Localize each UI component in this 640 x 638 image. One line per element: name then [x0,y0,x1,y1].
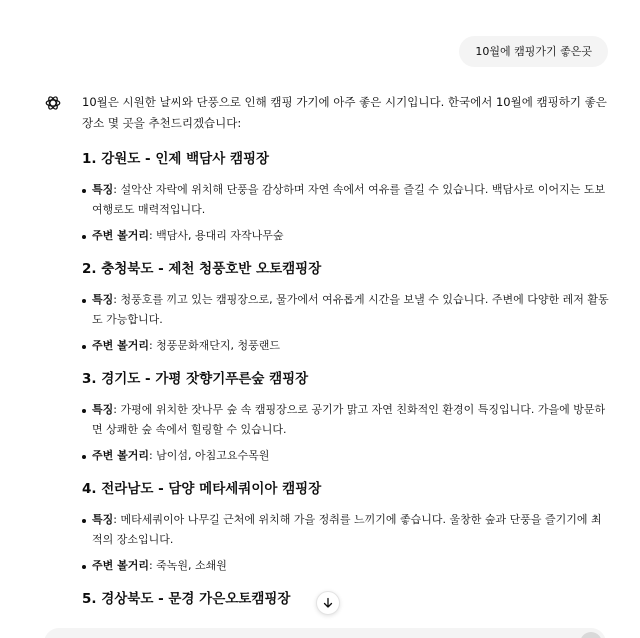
feature-label: 특징 [92,513,114,526]
recommendation-3 [82,370,612,466]
nearby-item [82,556,612,576]
user-message-bubble: 10월에 캠핑가기 좋은곳 [459,36,608,67]
feature-text: : 설악산 자락에 위치해 단풍을 감상하며 자연 속에서 여유를 즐길 수 있습니다. 백담사로 이어지는 도보 여행로도 매력적입니다. [92,183,606,216]
nearby-label: 주변 볼거리 [92,559,149,572]
nearby-item [82,226,612,246]
feature-label: 특징 [92,183,114,196]
bullet-list [82,180,612,246]
bullet-list [82,290,612,356]
bullet-list [82,510,612,576]
nearby-label: 주변 볼거리 [92,339,149,352]
nearby-label: 주변 볼거리 [92,229,149,242]
feature-item [82,510,612,550]
assistant-intro: 10월은 시원한 날씨와 단풍으로 인해 캠핑 가기에 아주 좋은 시기입니다. 한국에서 10월에 캠핑하기 좋은 장소 몇 곳을 추천드리겠습니다: [82,95,607,130]
nearby-text: : 백담사, 용대리 자작나무숲 [148,229,284,242]
section-title: 2. 충청북도 - 제천 청풍호반 오토캠핑장 [82,261,322,277]
feature-item [82,400,612,440]
message-composer[interactable] [44,628,606,638]
nearby-item [82,336,612,356]
nearby-item [82,446,612,466]
send-button[interactable] [580,632,602,638]
recommendation-2 [82,260,612,356]
nearby-text: : 남이섬, 아침고요수목원 [148,449,270,462]
feature-label: 특징 [92,403,114,416]
feature-text: : 가평에 위치한 잣나무 숲 속 캠핑장으로 공기가 맑고 자연 친화적인 환경이 특징입니다. 가을에 방문하면 상쾌한 숲 속에서 힐링할 수 있습니다. [92,403,606,436]
assistant-message [82,92,612,620]
recommendation-5 [82,590,612,608]
scroll-to-bottom-button[interactable] [316,591,340,615]
nearby-label: 주변 볼거리 [92,449,149,462]
recommendation-4 [82,480,612,576]
feature-text: : 메타세쿼이아 나무길 근처에 위치해 가을 정취를 느끼기에 좋습니다. 울창한 숲과 단풍을 즐기기에 최적의 장소입니다. [92,513,602,546]
section-title: 3. 경기도 - 가평 잣향기푸른숲 캠핑장 [82,371,309,387]
feature-label: 특징 [92,293,114,306]
feature-item [82,290,612,330]
section-title: 5. 경상북도 - 문경 가은오토캠핑장 [82,591,291,607]
nearby-text: : 죽녹원, 소쇄원 [148,559,227,572]
section-title: 1. 강원도 - 인제 백담사 캠핑장 [82,151,270,167]
section-title: 4. 전라남도 - 담양 메타세쿼이아 캠핑장 [82,481,322,497]
recommendation-1 [82,150,612,246]
feature-text: : 청풍호를 끼고 있는 캠핑장으로, 물가에서 여유롭게 시간을 보낼 수 있습니다. 주변에 다양한 레저 활동도 가능합니다. [92,293,609,326]
feature-item [82,180,612,220]
bullet-list [82,400,612,466]
arrow-down-icon [322,597,334,609]
nearby-text: : 청풍문화재단지, 청풍랜드 [148,339,281,352]
openai-logo-icon [44,94,62,112]
